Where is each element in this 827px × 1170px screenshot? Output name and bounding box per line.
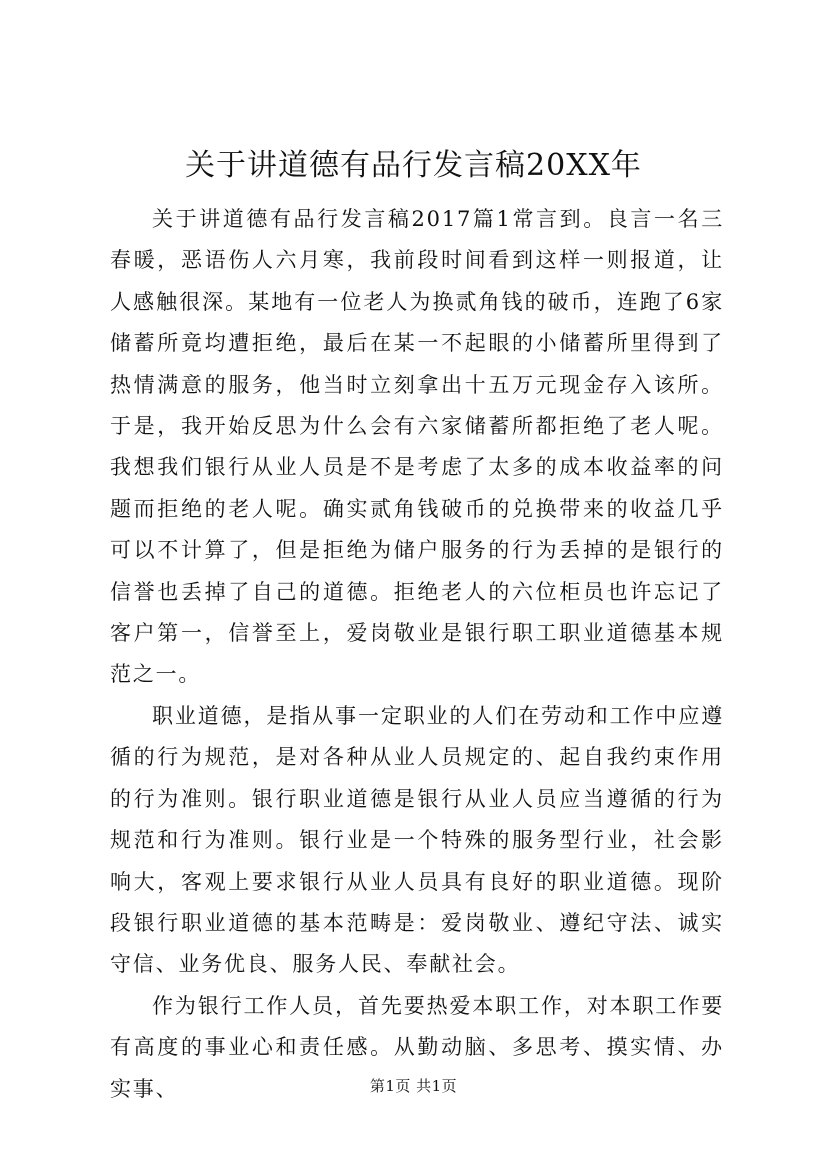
document-body [110,199,724,1110]
paragraph-3: 作为银行工作人员，首先要热爱本职工作，对本职工作要有高度的事业心和责任感。从勤动脑、多思考、摸实情、办实事、 [110,993,724,1101]
page-footer: 第1页 共1页 [369,1077,458,1095]
paragraph-2: 职业道德，是指从事一定职业的人们在劳动和工作中应遵循的行为规范，是对各种从业人员规定的、起自我约束作用的行为准则。银行职业道德是银行从业人员应当遵循的行为规范和行为准则。银行业是一个特殊的服务型行业，社会影响大，客观上要求银行从业人员具有良好的职业道德。现阶段银行职业道德的基本范畴是：爱岗敬业、遵纪守法、诚实守信、业务优良、服务人民、奉献社会。 [110,703,724,977]
document-title: 关于讲道德有品行发言稿20XX年 [185,148,642,183]
paragraph-1: 关于讲道德有品行发言稿2017篇1常言到。良言一名三春暖，恶语伤人六月寒，我前段时间看到这样一则报道，让人感触很深。某地有一位老人为换贰角钱的破币，连跑了6家储蓄所竟均遭拒绝，最后在某一不起眼的小储蓄所里得到了热情满意的服务，他当时立刻拿出十五万元现金存入该所。于是，我开始反思为什么会有六家储蓄所都拒绝了老人呢。我想我们银行从业人员是不是考虑了太多的成本收益率的问题而拒绝的老人呢。确实贰角钱破币的兑换带来的收益几乎可以不计算了，但是拒绝为储户服务的行为丢掉的是银行的信誉也丢掉了自己的道德。拒绝老人的六位柜员也许忘记了客户第一，信誉至上，爱岗敬业是银行职工职业道德基本规范之一。 [110,207,724,687]
